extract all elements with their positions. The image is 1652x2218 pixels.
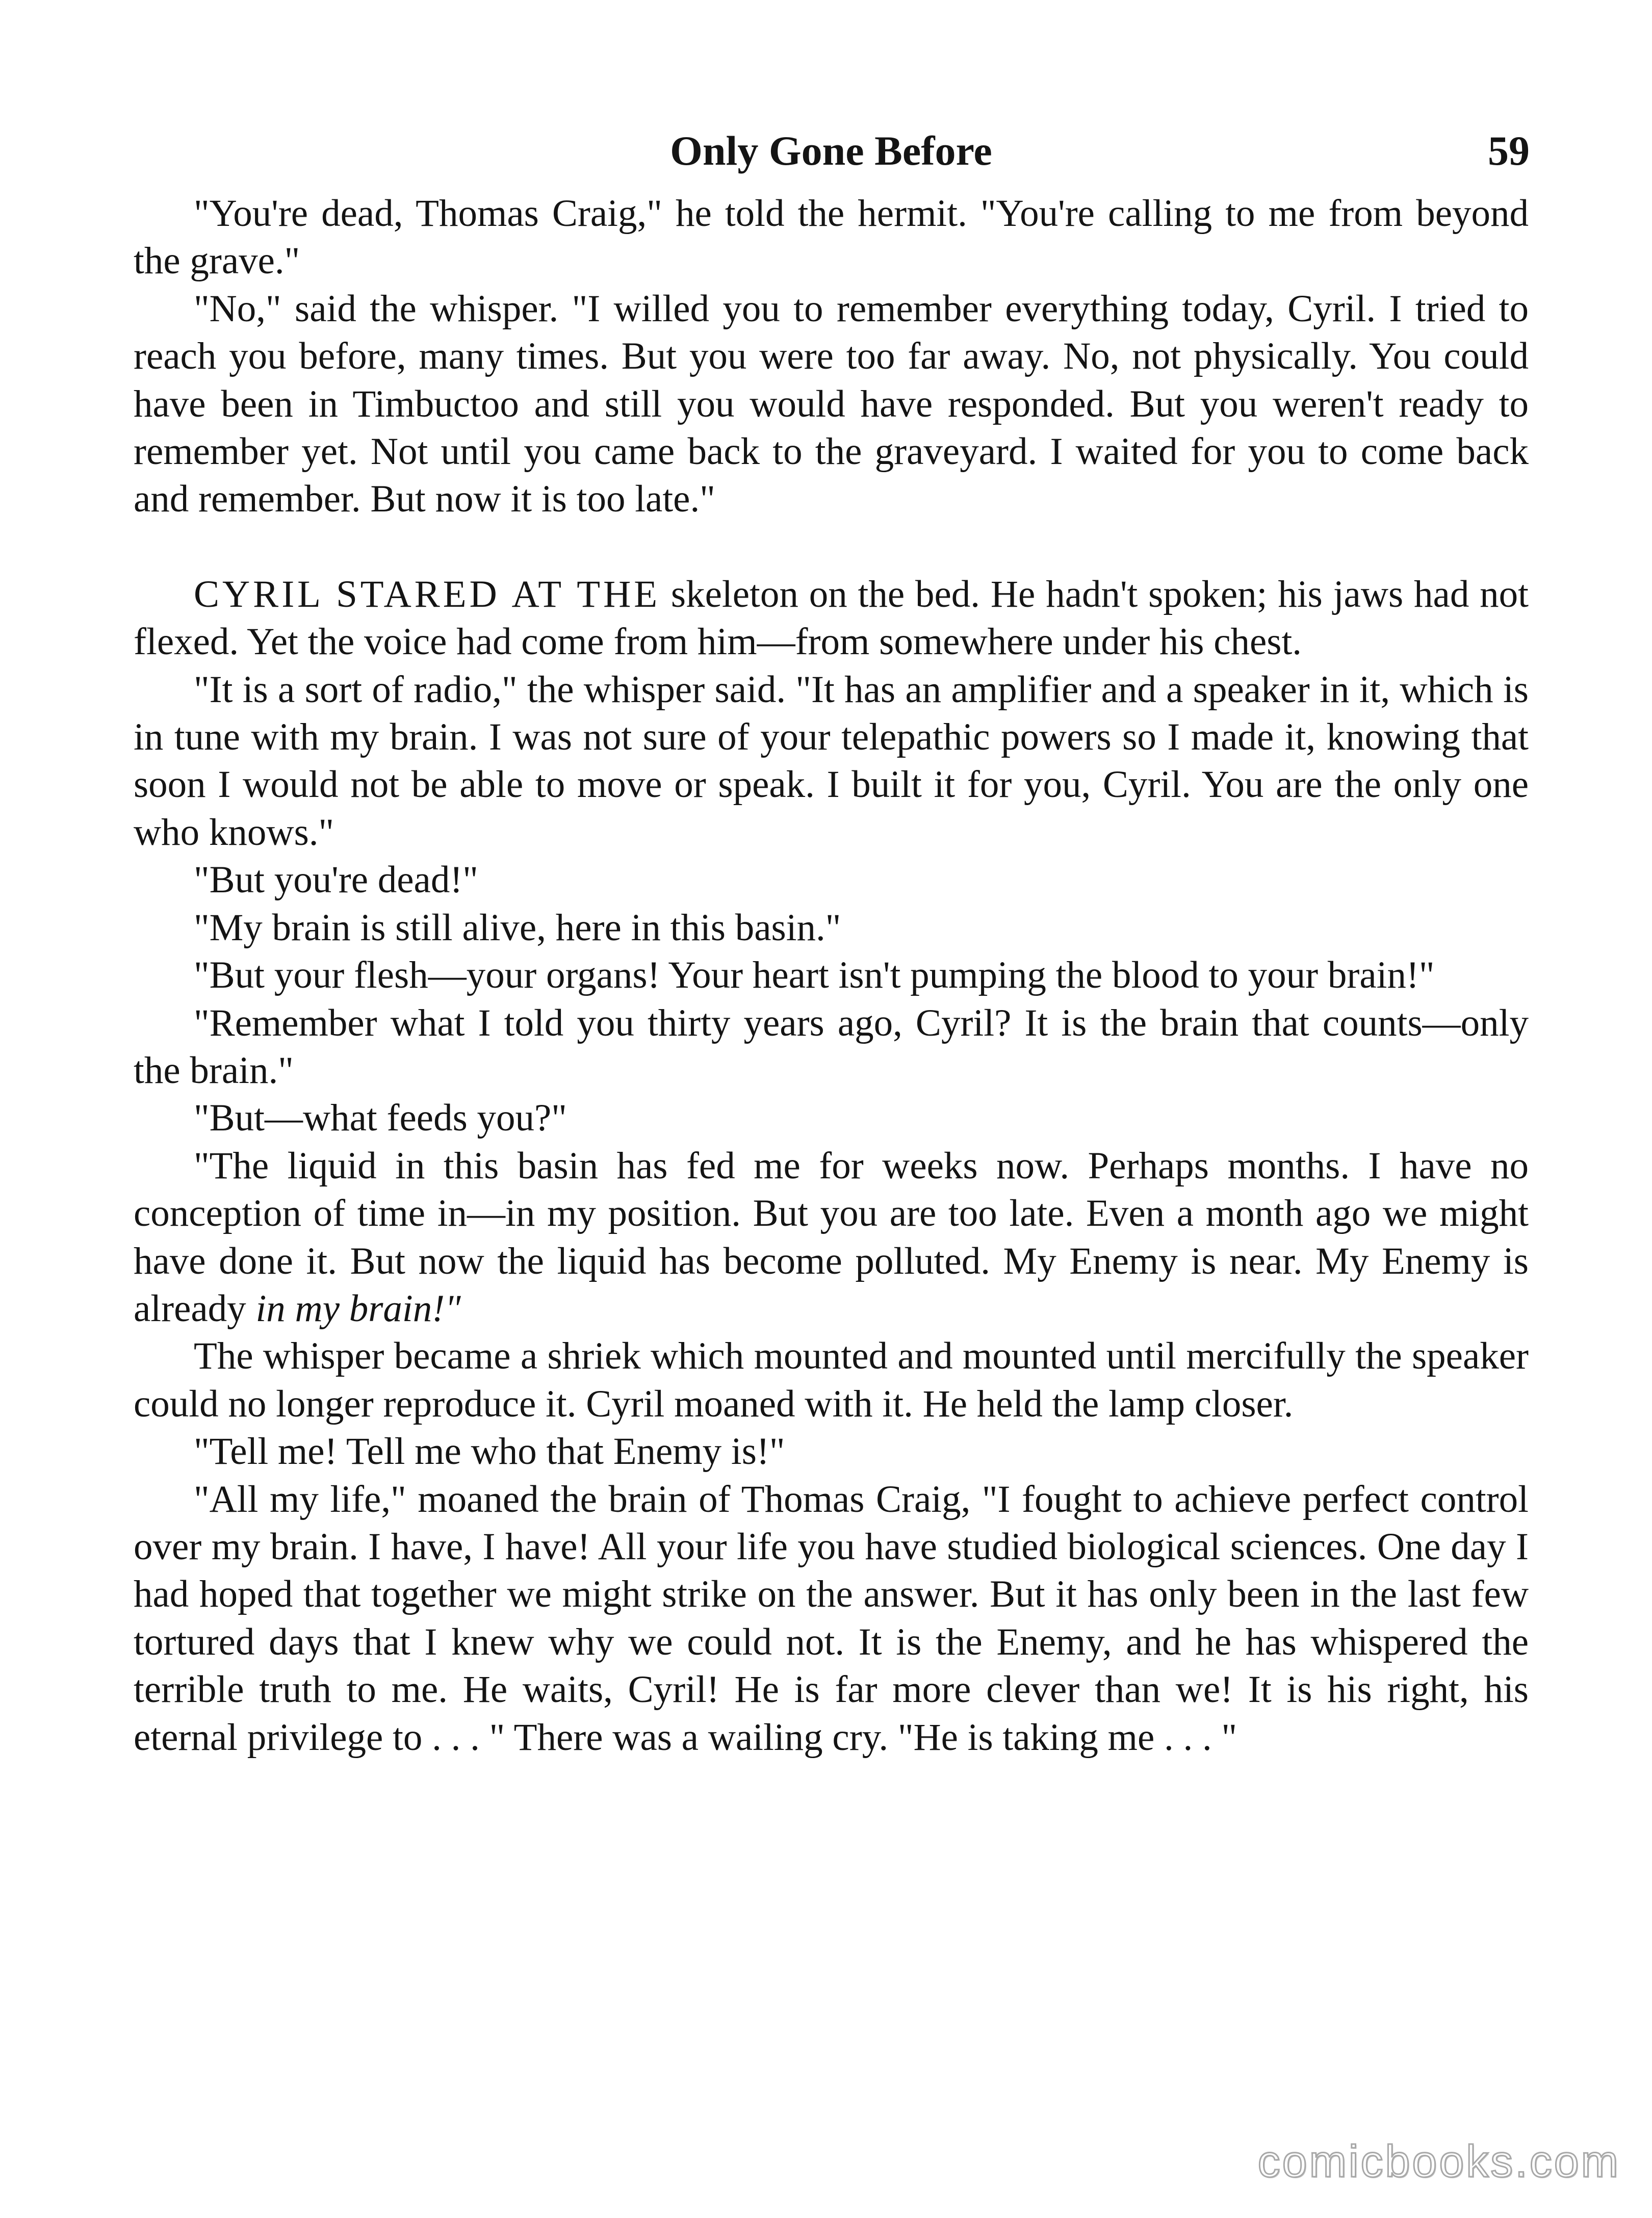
- paragraph: "All my life," moaned the brain of Thomas Craig, "I fought to achieve perfect control over my brain. I have, I have! All your life you have studied biological sciences. One day I had hoped that together we might strike on the answer. But it has only been in the last few tortured days that I knew why we could not. It is the Enemy, and he has whispered the terrible truth to me. He waits, Cyril! He is far more clever than we! It is his right, his eternal privilege to . . . " There was a wailing cry. "He is taking me . . . ": [134, 1478, 1529, 1759]
- section-lead-in: CYRIL STARED AT THE: [194, 573, 661, 615]
- paragraph: "Remember what I told you thirty years ago, Cyril? It is the brain that counts—only the brain.": [134, 1001, 1529, 1092]
- section-opening-paragraph: [134, 571, 1529, 666]
- paragraph: "Tell me! Tell me who that Enemy is!": [194, 1430, 785, 1473]
- running-head: [133, 120, 1530, 182]
- site-watermark: comicbooks.com: [1257, 2136, 1620, 2186]
- paragraph: "You're dead, Thomas Craig," he told the hermit. "You're calling to me from beyond the grave.": [134, 192, 1529, 282]
- paragraph: [134, 1142, 1529, 1333]
- page-number: 59: [1488, 127, 1530, 174]
- paragraph: "But your flesh—your organs! Your heart isn't pumping the blood to your brain!": [194, 954, 1435, 997]
- paragraph: "It is a sort of radio," the whisper said. "It has an amplifier and a speaker in it, which is in tune with my brain. I was not sure of your telepathic powers so I made it, knowing that soon I would not be able to move or speak. I built it for you, Cyril. You are the only one who knows.": [134, 668, 1529, 854]
- paragraph: "No," said the whisper. "I willed you to remember everything today, Cyril. I tried to reach you before, many times. But you were too far away. No, not physically. You could have been in Timbuctoo and still you would have responded. But you weren't ready to remember yet. Not until you came back to the graveyard. I waited for you to come back and remember. But now it is too late.": [134, 287, 1529, 521]
- paragraph: "My brain is still alive, here in this basin.": [194, 906, 841, 949]
- running-title: Only Gone Before: [670, 127, 992, 174]
- paragraph: "But you're dead!": [194, 859, 478, 901]
- paragraph-text: skeleton on the bed. He hadn't spoken; his jaws had not flexed. Yet the voice had come from him—from somewhere under his chest.: [134, 573, 1529, 663]
- emphasized-text: in my brain!": [255, 1287, 461, 1330]
- paragraph: The whisper became a shriek which mounted and mounted until mercifully the speaker could no longer reproduce it. Cyril moaned with it. He held the lamp closer.: [134, 1335, 1529, 1425]
- paragraph-text: "The liquid in this basin has fed me for weeks now. Perhaps months. I have no conception of time in—in my position. But you are too late. Even a month ago we might have done it. But now the liquid has become polluted. My Enemy is near. My Enemy is already: [134, 1144, 1529, 1330]
- paragraph: "But—what feeds you?": [194, 1097, 567, 1140]
- body-text: [134, 190, 1529, 1761]
